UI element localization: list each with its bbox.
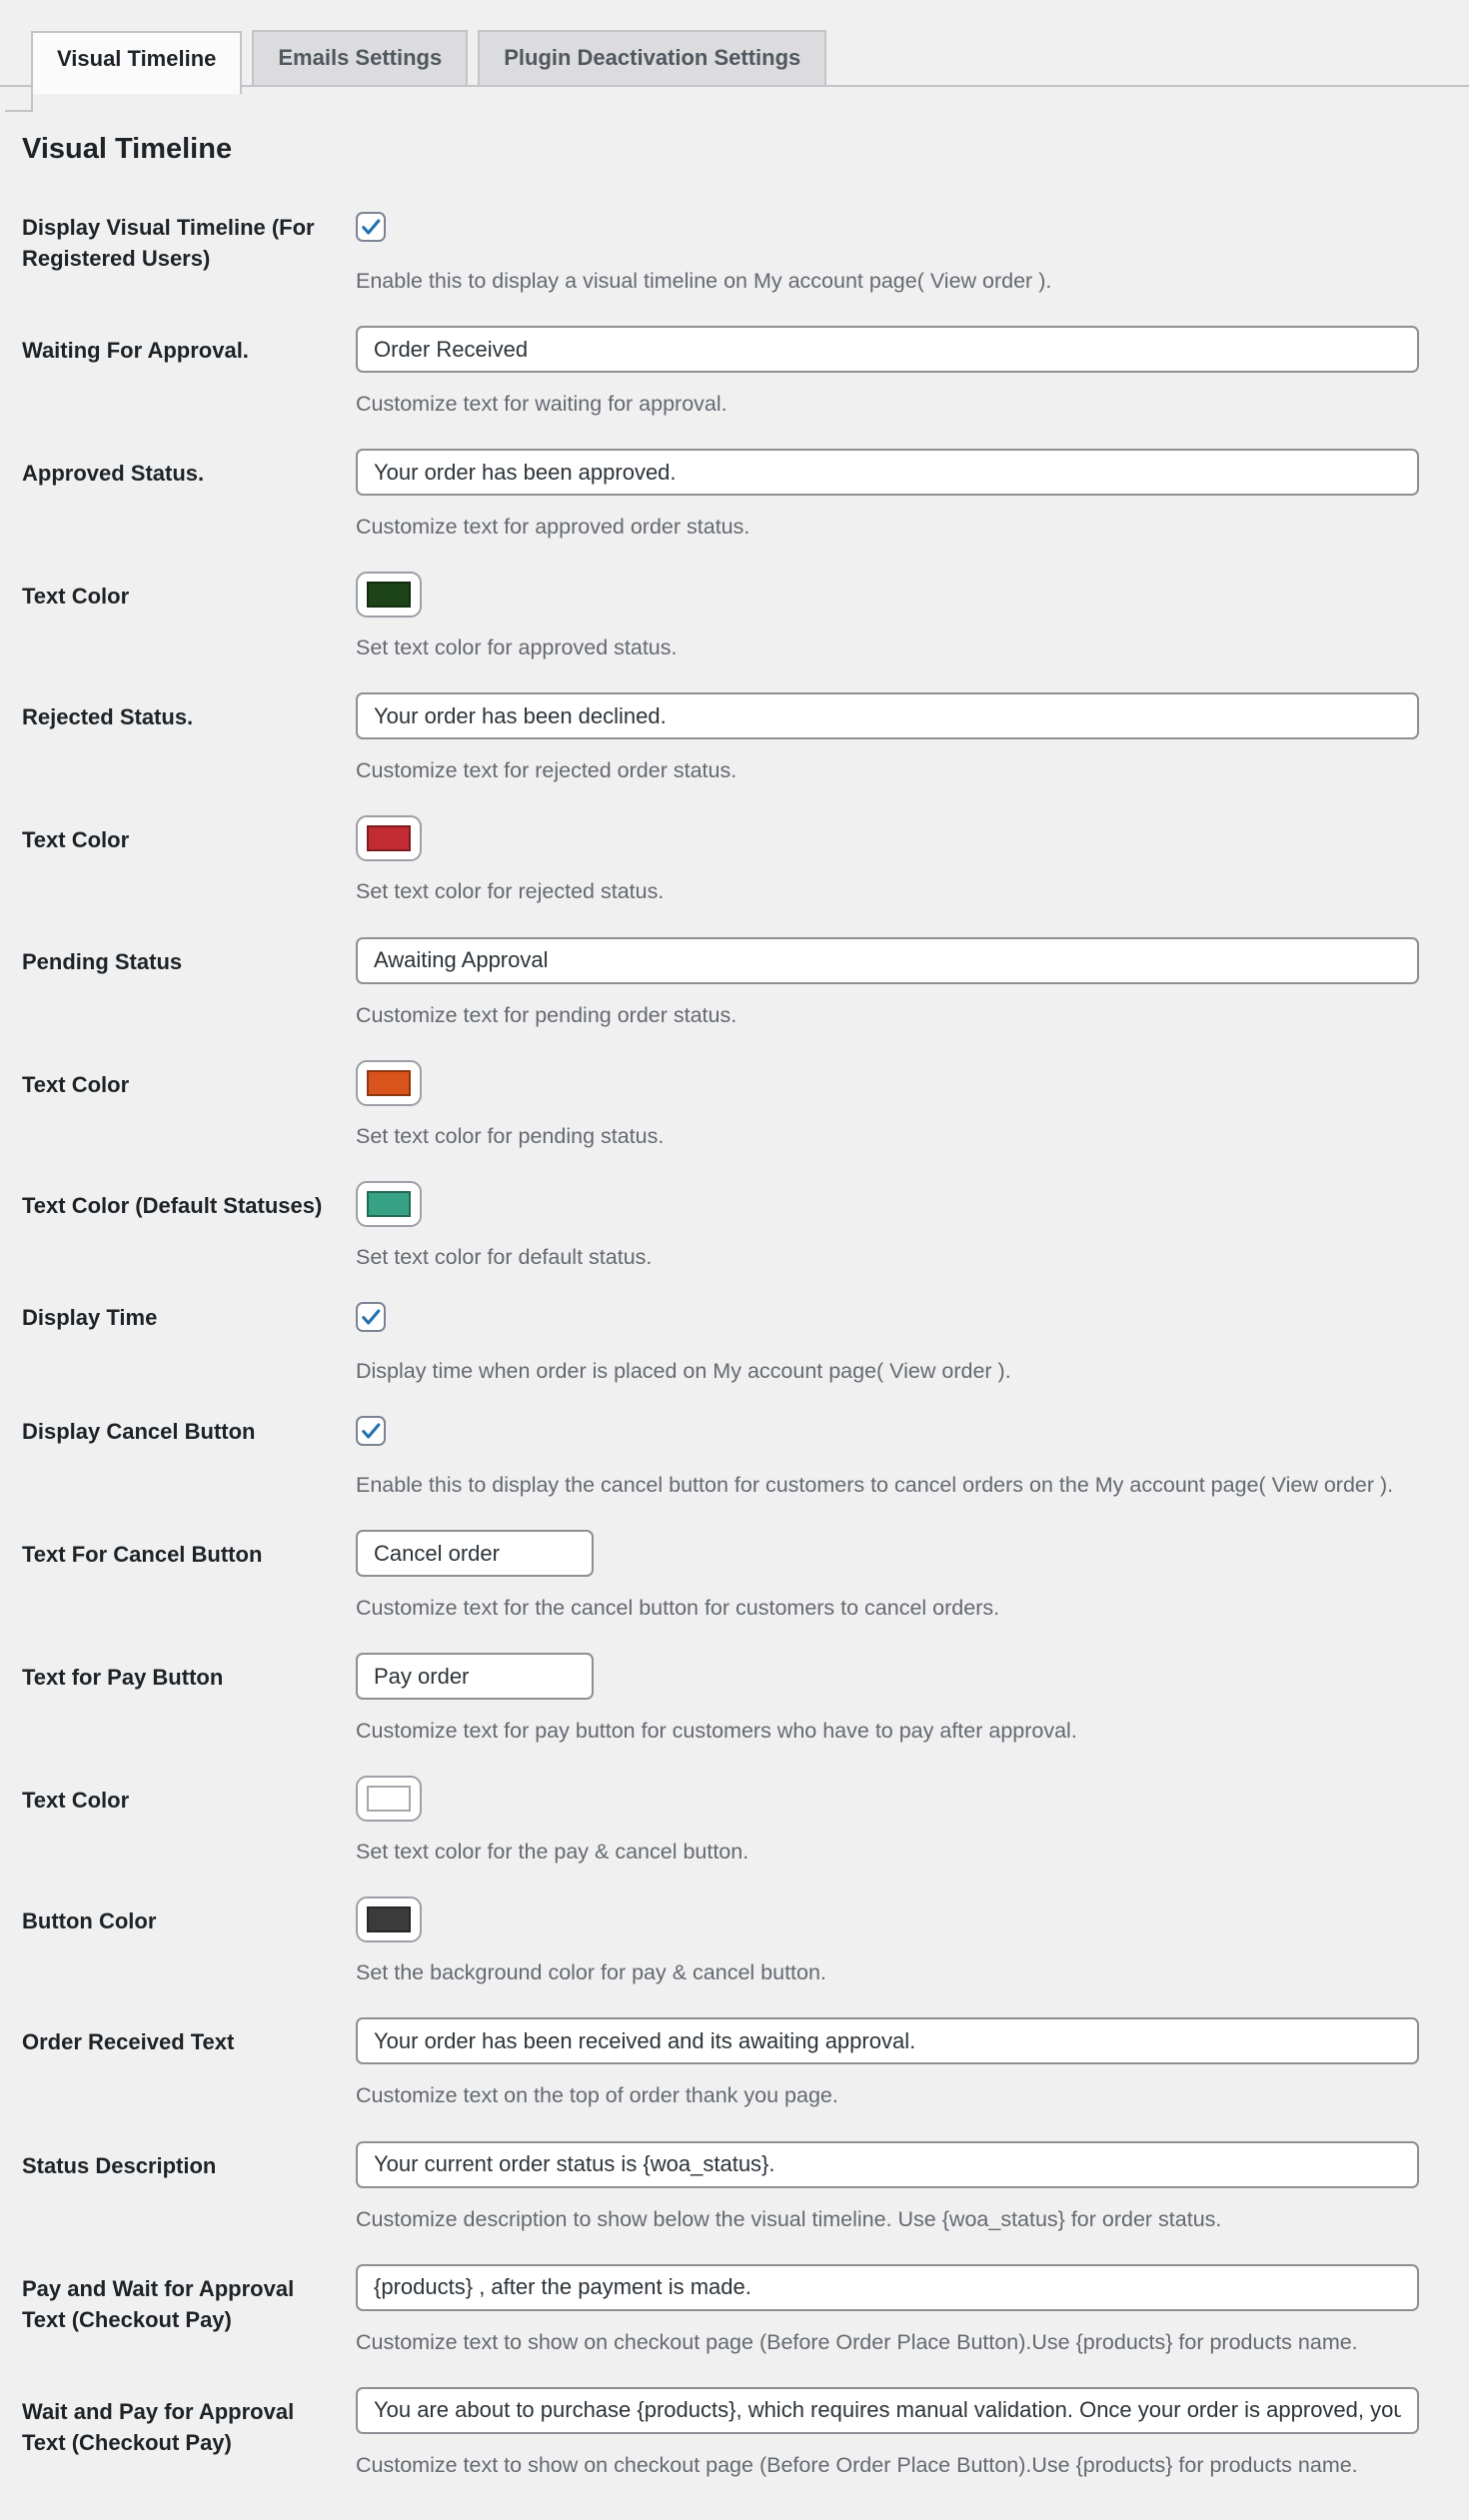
field-label-default-statuses-text-color: Text Color (Default Statuses) bbox=[22, 1192, 323, 1218]
pending-text-color-picker-button[interactable] bbox=[356, 1060, 422, 1106]
settings-row-pay-cancel-text-color bbox=[22, 1776, 1419, 1867]
field-description-wait-and-pay-text: Customize text to show on checkout page (Before Order Place Button).Use {products} for products name. bbox=[356, 2452, 1358, 2477]
field-label-pending-text-color: Text Color bbox=[22, 1071, 130, 1097]
field-label-rejected-status: Rejected Status. bbox=[22, 704, 194, 730]
field-description-pay-and-wait-text: Customize text to show on checkout page (Before Order Place Button).Use {products} for products name. bbox=[356, 2329, 1358, 2354]
rejected-text-color-picker-button[interactable] bbox=[356, 815, 422, 861]
tab-emails-settings[interactable]: Emails Settings bbox=[252, 30, 468, 85]
field-description-display-cancel-button: Enable this to display the cancel button for customers to cancel orders on the My account page( View order ). bbox=[356, 1472, 1394, 1497]
field-description-display-visual-timeline: Enable this to display a visual timeline on My account page( View order ). bbox=[356, 269, 1052, 293]
field-control-pay-cancel-button-color bbox=[356, 1896, 1419, 1987]
field-control-pay-and-wait-text bbox=[356, 2264, 1419, 2357]
field-description-status-description: Customize description to show below the visual timeline. Use {woa_status} for order status. bbox=[356, 2206, 1222, 2231]
settings-row-pay-cancel-button-color bbox=[22, 1896, 1419, 1987]
field-label-status-description: Status Description bbox=[22, 2152, 217, 2178]
tab-plugin-deactivation-settings[interactable]: Plugin Deactivation Settings bbox=[478, 30, 826, 85]
waiting-for-approval-input[interactable] bbox=[356, 326, 1419, 373]
checkmark-icon bbox=[359, 1419, 383, 1443]
field-label-order-received-text: Order Received Text bbox=[22, 2029, 235, 2055]
cancel-button-text-input[interactable] bbox=[356, 1530, 594, 1577]
field-label-approved-status: Approved Status. bbox=[22, 461, 205, 487]
approved-text-color-picker-button[interactable] bbox=[356, 572, 422, 618]
settings-row-status-description bbox=[22, 2141, 1419, 2234]
field-control-status-description bbox=[356, 2141, 1419, 2234]
pending-text-color-swatch bbox=[367, 1070, 411, 1096]
wait-and-pay-text-input[interactable] bbox=[356, 2387, 1419, 2434]
field-control-rejected-status bbox=[356, 692, 1419, 785]
field-label-cancel-button-text: Text For Cancel Button bbox=[22, 1542, 263, 1568]
field-label-display-time: Display Time bbox=[22, 1304, 158, 1330]
approved-text-color-swatch bbox=[367, 582, 411, 608]
field-control-approved-status bbox=[356, 449, 1419, 542]
field-description-default-statuses-text-color: Set text color for default status. bbox=[356, 1244, 653, 1269]
pay-cancel-text-color-swatch bbox=[367, 1786, 411, 1812]
pay-button-text-input[interactable] bbox=[356, 1653, 594, 1700]
settings-row-approved-status bbox=[22, 449, 1419, 542]
field-description-approved-text-color: Set text color for approved status. bbox=[356, 635, 678, 660]
settings-row-wait-and-pay-text bbox=[22, 2387, 1419, 2480]
field-control-pending-text-color bbox=[356, 1060, 1419, 1151]
page-title: Visual Timeline bbox=[22, 133, 233, 165]
field-control-rejected-text-color bbox=[356, 815, 1419, 906]
field-description-pending-text-color: Set text color for pending status. bbox=[356, 1123, 665, 1148]
settings-row-approved-text-color bbox=[22, 572, 1419, 662]
field-description-waiting-for-approval: Customize text for waiting for approval. bbox=[356, 392, 728, 417]
field-label-display-cancel-button: Display Cancel Button bbox=[22, 1418, 256, 1444]
display-time-checkbox[interactable] bbox=[356, 1302, 386, 1332]
field-control-display-cancel-button bbox=[356, 1416, 1419, 1500]
field-label-waiting-for-approval: Waiting For Approval. bbox=[22, 338, 249, 364]
field-label-wait-and-pay-text: Wait and Pay for Approval Text (Checkout Pay) bbox=[22, 2398, 295, 2455]
field-description-pending-status: Customize text for pending order status. bbox=[356, 1002, 737, 1027]
field-description-cancel-button-text: Customize text for the cancel button for customers to cancel orders. bbox=[356, 1596, 1000, 1621]
field-label-pay-and-wait-text: Pay and Wait for Approval Text (Checkout Pay) bbox=[22, 2275, 295, 2332]
field-label-approved-text-color: Text Color bbox=[22, 584, 130, 610]
settings-row-rejected-status bbox=[22, 692, 1419, 785]
settings-tabbar bbox=[0, 0, 1469, 87]
field-control-cancel-button-text bbox=[356, 1530, 1419, 1623]
field-control-display-visual-timeline bbox=[356, 212, 1419, 296]
field-description-approved-status: Customize text for approved order status. bbox=[356, 515, 750, 540]
field-label-rejected-text-color: Text Color bbox=[22, 827, 130, 853]
display-visual-timeline-checkbox[interactable] bbox=[356, 212, 386, 242]
field-description-order-received-text: Customize text on the top of order thank you page. bbox=[356, 2083, 838, 2108]
field-label-pending-status: Pending Status bbox=[22, 948, 183, 974]
field-control-default-statuses-text-color bbox=[356, 1181, 1419, 1272]
approved-status-input[interactable] bbox=[356, 449, 1419, 496]
pay-cancel-button-color-picker-button[interactable] bbox=[356, 1896, 422, 1942]
field-description-pay-cancel-text-color: Set text color for the pay & cancel button. bbox=[356, 1840, 749, 1865]
checkmark-icon bbox=[359, 215, 383, 239]
field-control-pay-button-text bbox=[356, 1653, 1419, 1746]
pay-and-wait-text-input[interactable] bbox=[356, 2264, 1419, 2311]
settings-row-display-time bbox=[22, 1302, 1419, 1386]
settings-row-pending-text-color bbox=[22, 1060, 1419, 1151]
field-control-order-received-text bbox=[356, 2017, 1419, 2110]
settings-row-pending-status bbox=[22, 937, 1419, 1030]
settings-row-default-statuses-text-color bbox=[22, 1181, 1419, 1272]
status-description-input[interactable] bbox=[356, 2141, 1419, 2188]
tab-visual-timeline[interactable]: Visual Timeline bbox=[31, 31, 242, 94]
rejected-status-input[interactable] bbox=[356, 692, 1419, 739]
field-label-pay-cancel-button-color: Button Color bbox=[22, 1908, 157, 1934]
field-description-rejected-status: Customize text for rejected order status. bbox=[356, 758, 737, 783]
field-control-pay-cancel-text-color bbox=[356, 1776, 1419, 1867]
settings-form bbox=[22, 212, 1419, 2480]
settings-row-order-received-text bbox=[22, 2017, 1419, 2110]
field-control-pending-status bbox=[356, 937, 1419, 1030]
field-label-pay-cancel-text-color: Text Color bbox=[22, 1788, 130, 1814]
field-description-pay-button-text: Customize text for pay button for customers who have to pay after approval. bbox=[356, 1719, 1077, 1744]
pay-cancel-button-color-swatch bbox=[367, 1906, 411, 1932]
settings-row-pay-button-text bbox=[22, 1653, 1419, 1746]
default-statuses-text-color-swatch bbox=[367, 1191, 411, 1217]
settings-row-cancel-button-text bbox=[22, 1530, 1419, 1623]
pay-cancel-text-color-picker-button[interactable] bbox=[356, 1776, 422, 1822]
field-label-pay-button-text: Text for Pay Button bbox=[22, 1665, 224, 1691]
field-description-rejected-text-color: Set text color for rejected status. bbox=[356, 879, 665, 904]
rejected-text-color-swatch bbox=[367, 825, 411, 851]
field-control-display-time bbox=[356, 1302, 1419, 1386]
settings-row-waiting-for-approval bbox=[22, 326, 1419, 419]
settings-row-display-visual-timeline bbox=[22, 212, 1419, 296]
checkmark-icon bbox=[359, 1305, 383, 1329]
settings-row-display-cancel-button bbox=[22, 1416, 1419, 1500]
order-received-text-input[interactable] bbox=[356, 2017, 1419, 2064]
field-description-display-time: Display time when order is placed on My account page( View order ). bbox=[356, 1358, 1011, 1383]
display-cancel-button-checkbox[interactable] bbox=[356, 1416, 386, 1446]
pending-status-input[interactable] bbox=[356, 937, 1419, 984]
field-control-wait-and-pay-text bbox=[356, 2387, 1419, 2480]
settings-row-pay-and-wait-text bbox=[22, 2264, 1419, 2357]
field-description-pay-cancel-button-color: Set the background color for pay & cancel button. bbox=[356, 1960, 826, 1985]
field-label-display-visual-timeline: Display Visual Timeline (For Registered Users) bbox=[22, 215, 315, 272]
field-control-waiting-for-approval bbox=[356, 326, 1419, 419]
default-statuses-text-color-picker-button[interactable] bbox=[356, 1181, 422, 1227]
field-control-approved-text-color bbox=[356, 572, 1419, 662]
settings-row-rejected-text-color bbox=[22, 815, 1419, 906]
